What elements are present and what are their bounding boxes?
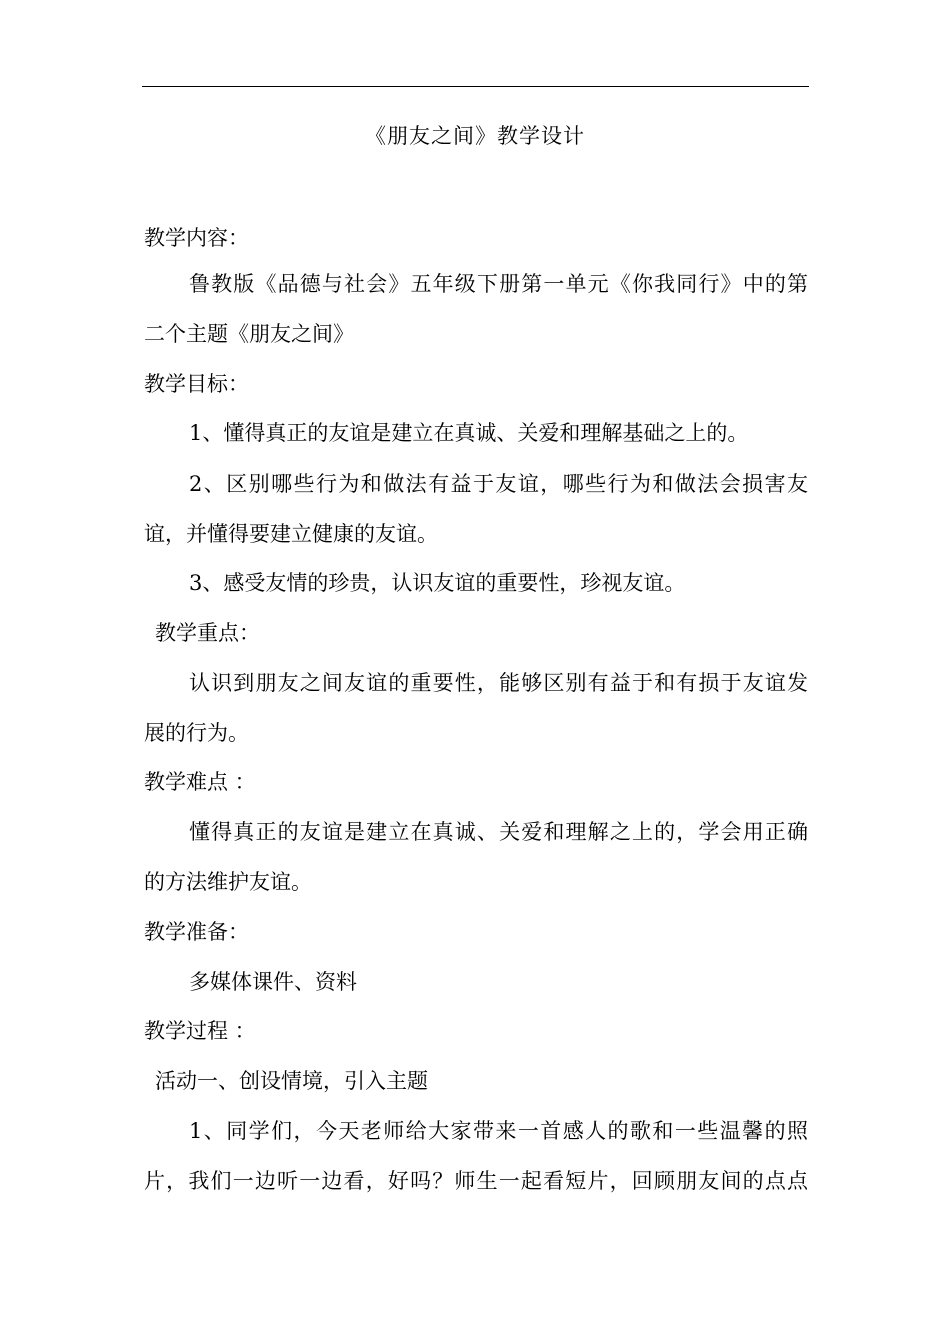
header-rule — [142, 86, 809, 87]
paragraph-line: 认识到朋友之间友谊的重要性，能够区别有益于和有损于友谊发 — [189, 671, 808, 695]
document-title: 《朋友之间》教学设计 — [365, 124, 585, 148]
activity-heading: 活动一、创设情境，引入主题 — [155, 1069, 428, 1093]
paragraph-line: 鲁教版《品德与社会》五年级下册第一单元《你我同行》中的第 — [189, 272, 808, 296]
paragraph-line: 展的行为。 — [144, 721, 249, 745]
paragraph-line: 懂得真正的友谊是建立在真诚、关爱和理解之上的，学会用正确 — [189, 820, 808, 844]
paragraph-line: 片，我们一边听一边看，好吗？师生一起看短片，回顾朋友间的点点 — [144, 1169, 808, 1193]
paragraph-line: 的方法维护友谊。 — [144, 870, 312, 894]
section-heading-process: 教学过程 ： — [144, 1019, 256, 1043]
paragraph-line: 1、同学们，今天老师给大家带来一首感人的歌和一些温馨的照 — [189, 1119, 808, 1143]
objective-item: 3、感受友情的珍贵，认识友谊的重要性，珍视友谊。 — [189, 571, 686, 595]
paragraph-line: 二个主题《朋友之间》 — [144, 322, 354, 346]
paragraph-line: 多媒体课件、资料 — [189, 970, 357, 994]
section-heading-preparation: 教学准备： — [144, 920, 249, 944]
section-heading-objectives: 教学目标： — [144, 372, 249, 396]
section-heading-difficulties: 教学难点 ： — [144, 770, 256, 794]
section-heading-content: 教学内容： — [144, 226, 249, 250]
objective-item: 2、区别哪些行为和做法有益于友谊，哪些行为和做法会损害友 — [189, 472, 808, 496]
paragraph-line: 谊，并懂得要建立健康的友谊。 — [144, 522, 438, 546]
section-heading-key-points: 教学重点： — [155, 621, 260, 645]
objective-item: 1、懂得真正的友谊是建立在真诚、关爱和理解基础之上的。 — [189, 421, 749, 445]
